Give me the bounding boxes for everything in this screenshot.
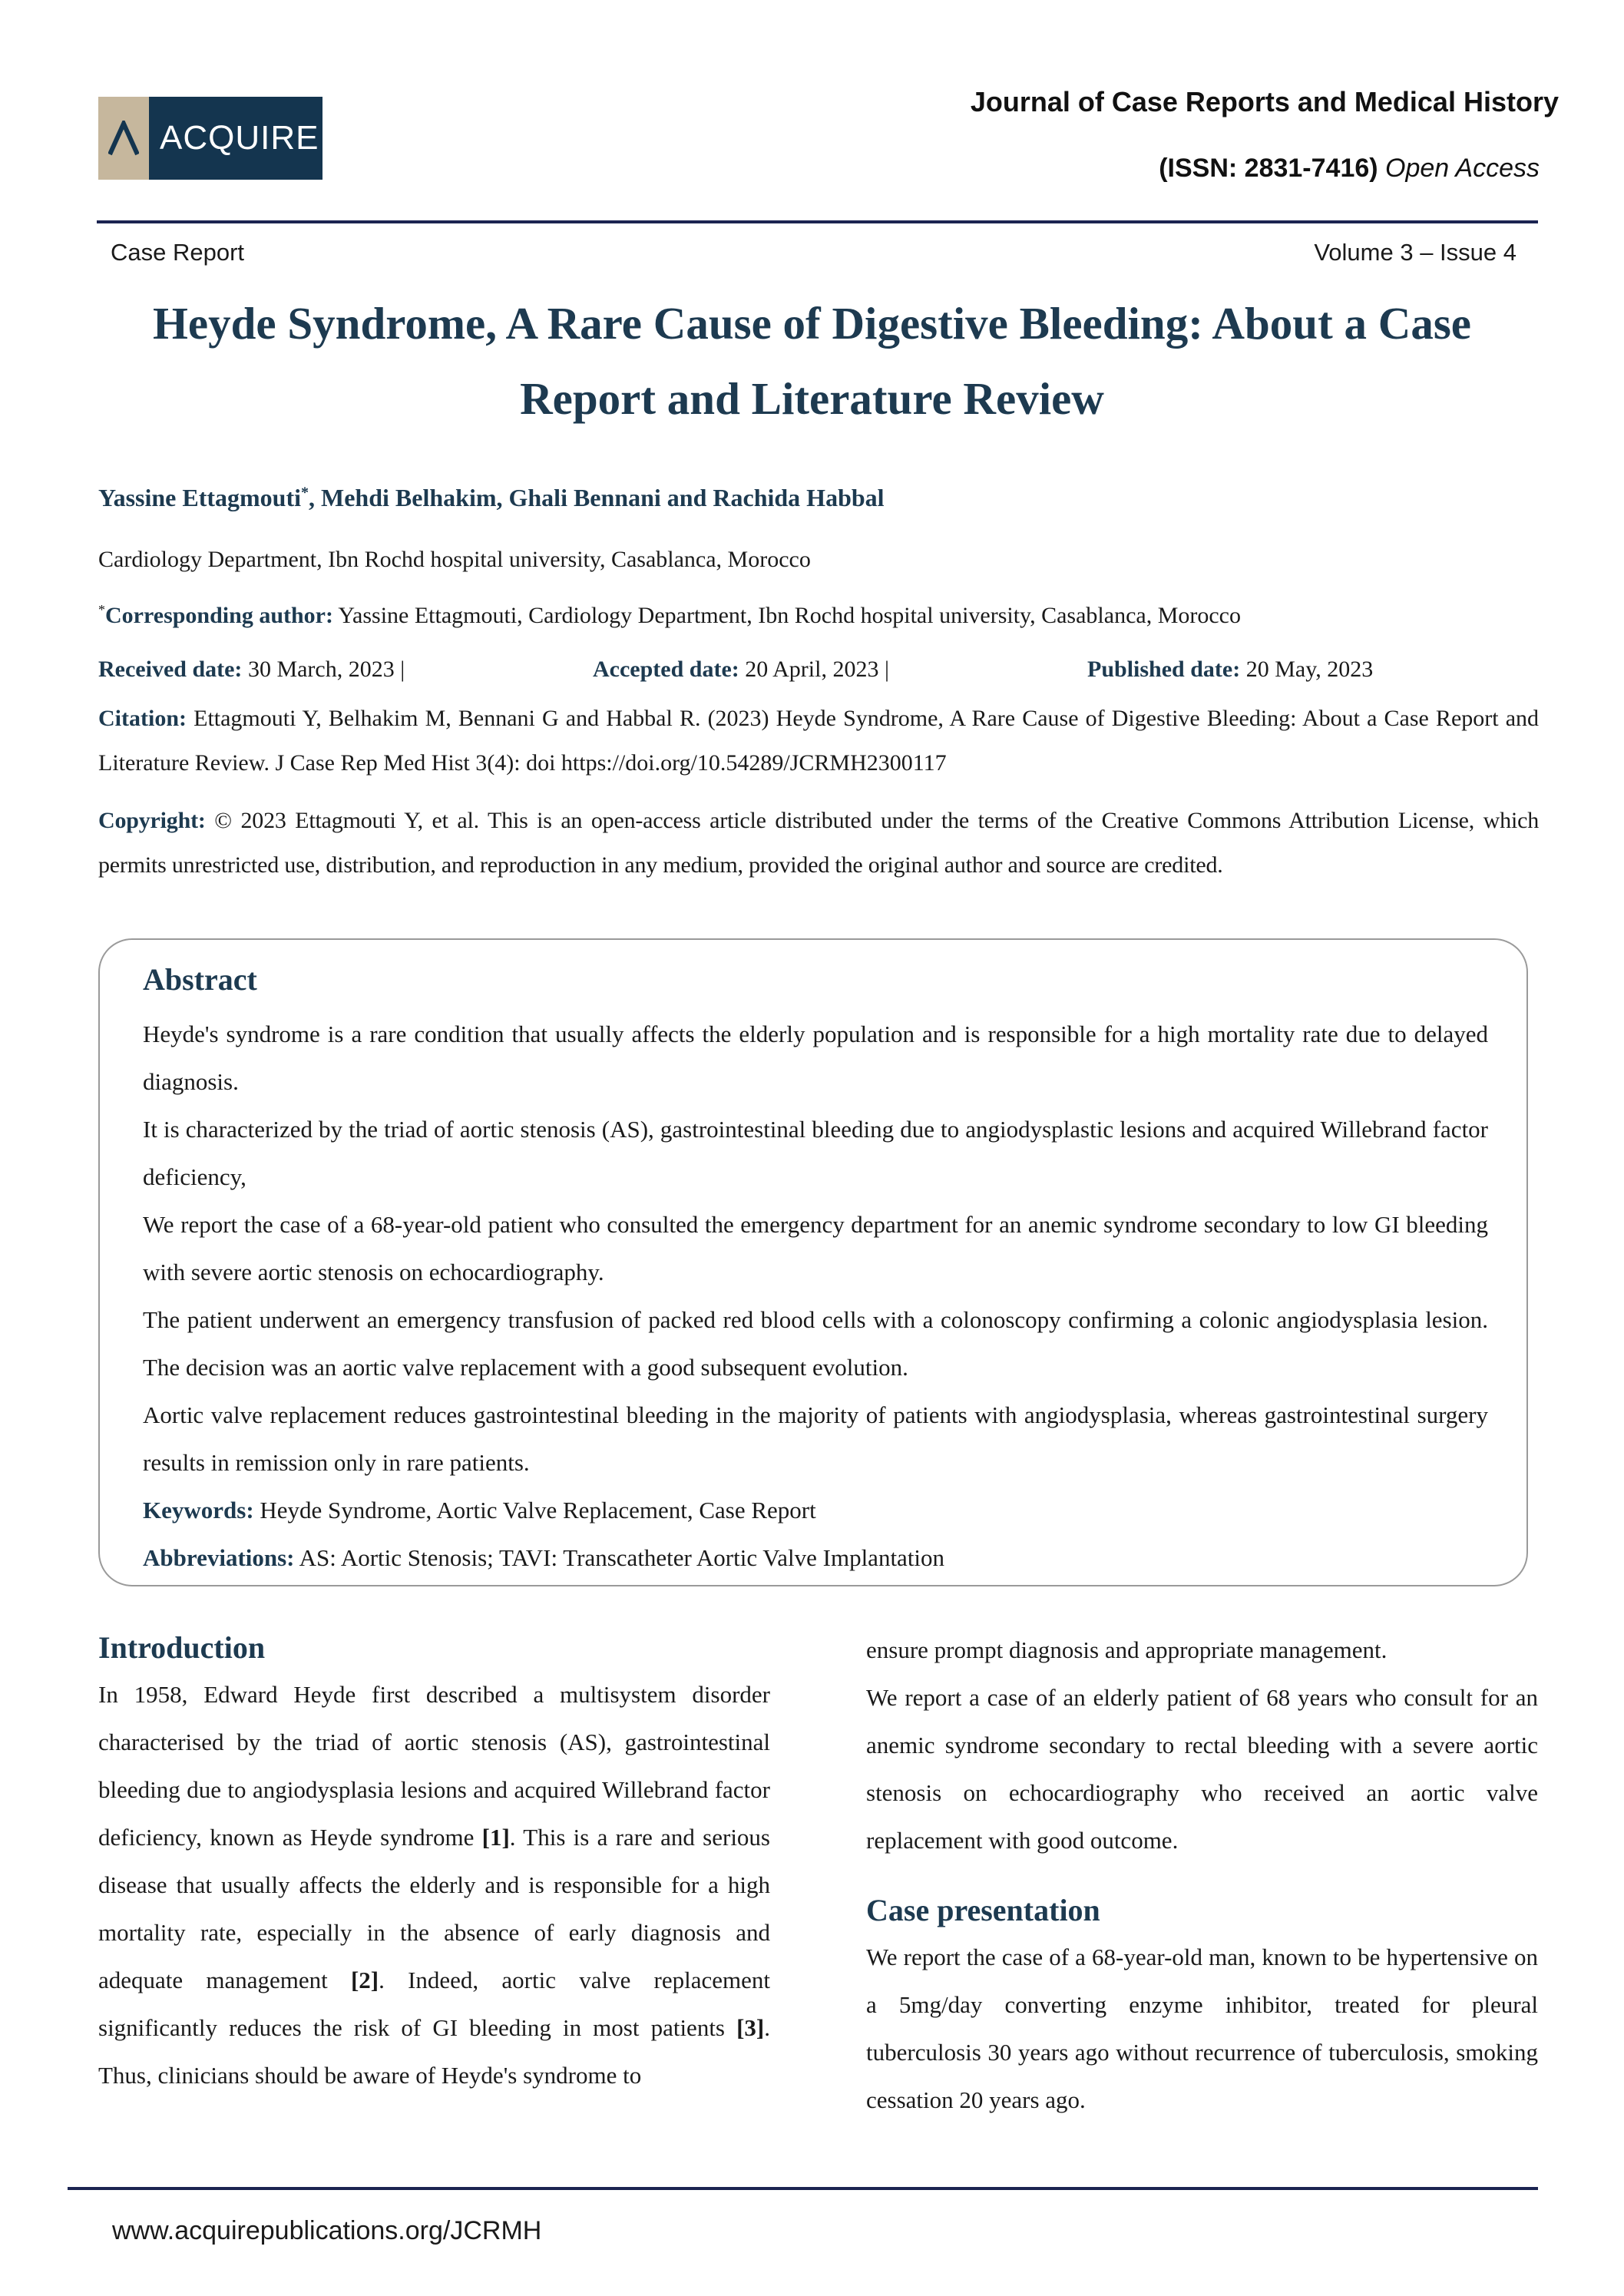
citation-text: Ettagmouti Y, Belhakim M, Bennani G and Habbal R. (2023) Heyde Syndrome, A Rare Cause of Digestive Bleeding: About a Case Report and Literature Review. J Case Rep Med Hist 3(4): doi https://doi.org/10.54289/JCRMH2300117: [98, 706, 1540, 776]
published-date: [1087, 657, 1373, 683]
intro-text: . Indeed, aortic valve replacement significantly reduces the risk of GI bleeding in most patients: [98, 1967, 770, 2041]
case-presentation-paragraph: We report the case of a 68-year-old man, known to be hypertensive on a 5mg/day converting enzyme inhibitor, treated for pleural tuberculosis 30 years ago without recurrence of tuberculosis, smoking cessation 20 years ago.: [866, 1944, 1538, 2113]
affiliation: Cardiology Department, Ibn Rochd hospital university, Casablanca, Morocco: [98, 547, 811, 572]
intro-text: . This is a rare and serious disease that usually affects the elderly and is responsible for a high mortality rate, especially in the absence of early diagnosis and adequate management: [98, 1824, 770, 1993]
journal-name: Journal of Case Reports and Medical History: [970, 86, 1559, 117]
abstract-paragraph: We report the case of a 68-year-old patient who consulted the emergency department for an anemic syndrome secondary to low GI bleeding with severe aortic stenosis on echocardiography.: [143, 1211, 1488, 1285]
abstract-paragraph: The patient underwent an emergency transfusion of packed red blood cells with a colonoscopy confirming a colonic angiodysplasia lesion. The decision was an aortic valve replacement with a good subsequent evolution.: [143, 1306, 1488, 1381]
corresponding-label: Corresponding author:: [105, 603, 333, 628]
reference-link[interactable]: [2]: [350, 1967, 379, 1993]
keywords-label: Keywords:: [143, 1497, 254, 1523]
abstract-heading: Abstract: [143, 962, 257, 997]
introduction-continuation: ensure prompt diagnosis and appropriate management.: [866, 1636, 1388, 1663]
open-access-label: Open Access: [1385, 154, 1540, 183]
issn-number: (ISSN: 2831-7416): [1159, 154, 1378, 183]
introduction-paragraph: We report a case of an elderly patient of 68 years who consult for an anemic syndrome secondary to rectal bleeding with a severe aortic stenosis on echocardiography who received an aortic valve replacement with good outcome.: [866, 1684, 1538, 1854]
keywords-text: Heyde Syndrome, Aortic Valve Replacement, Case Report: [260, 1497, 816, 1523]
published-value: 20 May, 2023: [1245, 657, 1374, 682]
case-presentation-heading: Case presentation: [866, 1893, 1100, 1927]
received-label: Received date:: [98, 657, 243, 682]
article-title: Heyde Syndrome, A Rare Cause of Digestive Bleeding: About a Case Report and Literature Review: [153, 298, 1471, 424]
accepted-label: Accepted date:: [593, 657, 739, 682]
copyright: [98, 799, 1539, 888]
copyright-label: Copyright:: [98, 808, 206, 833]
left-column: [98, 1625, 770, 2099]
corresponding-marker: *: [301, 484, 309, 501]
logo-text: ACQUIRE: [160, 119, 319, 157]
header-divider: [97, 220, 1538, 223]
introduction-heading: Introduction: [98, 1630, 266, 1665]
received-value: 30 March, 2023 |: [247, 657, 405, 682]
published-label: Published date:: [1087, 657, 1241, 682]
copyright-text: © 2023 Ettagmouti Y, et al. This is an open-access article distributed under the terms of the Creative Commons Attribution License, which permits unrestricted use, distribution, and reproduction in any medium, provided the original author and source are credited.: [98, 808, 1539, 878]
accepted-value: 20 April, 2023 |: [745, 657, 889, 682]
acquire-logo-mark-icon: [98, 97, 149, 180]
corresponding-marker: *: [98, 602, 105, 617]
author-names: , Mehdi Belhakim, Ghali Bennani and Rachida Habbal: [309, 484, 885, 511]
reference-link[interactable]: [3]: [736, 2014, 765, 2041]
intro-text: . Thus, clinicians should be aware of Heyde's syndrome to: [98, 2014, 770, 2089]
footer-divider: [68, 2187, 1538, 2190]
author-name: Yassine Ettagmouti: [98, 484, 302, 511]
abbreviations-label: Abbreviations:: [143, 1544, 295, 1571]
corresponding-author: [98, 602, 1241, 629]
corresponding-text: Yassine Ettagmouti, Cardiology Department, Ibn Rochd hospital university, Casablanca, Morocco: [338, 603, 1241, 628]
abbreviations: [143, 1534, 1488, 1582]
volume-issue: Volume 3 – Issue 4: [1314, 239, 1517, 266]
author-list: [98, 484, 885, 512]
right-column: [866, 1626, 1538, 2124]
journal-logo: [98, 97, 322, 180]
footer-url[interactable]: www.acquirepublications.org/JCRMH: [112, 2216, 542, 2245]
section-spacer: [866, 1864, 1538, 1887]
citation-label: Citation:: [98, 706, 187, 731]
issn-line: [1159, 154, 1540, 184]
received-date: [98, 657, 405, 683]
article-type: Case Report: [111, 239, 245, 266]
abstract-body: [143, 1011, 1488, 1582]
reference-link[interactable]: [1]: [481, 1824, 510, 1851]
accepted-date: [593, 657, 889, 683]
abstract-paragraph: Aortic valve replacement reduces gastrointestinal bleeding in the majority of patients with angiodysplasia, whereas gastrointestinal surgery results in remission only in rare patients.: [143, 1401, 1488, 1476]
citation: [98, 696, 1539, 786]
intro-text: In 1958, Edward Heyde first described a multisystem disorder characterised by the triad of aortic stenosis (AS), gastrointestinal bleeding due to angiodysplasia lesions and acquired Willebrand factor deficiency, known as Heyde syndrome: [98, 1681, 770, 1851]
introduction-paragraph: [98, 1671, 770, 2099]
abstract-paragraph: It is characterized by the triad of aortic stenosis (AS), gastrointestinal bleeding due to angiodysplastic lesions and acquired Willebrand factor deficiency,: [143, 1116, 1488, 1190]
keywords: [143, 1487, 1488, 1534]
abbreviations-text: AS: Aortic Stenosis; TAVI: Transcatheter Aortic Valve Implantation: [299, 1544, 945, 1571]
abstract-paragraph: Heyde's syndrome is a rare condition that usually affects the elderly population and is responsible for a high mortality rate due to delayed diagnosis.: [143, 1021, 1488, 1095]
